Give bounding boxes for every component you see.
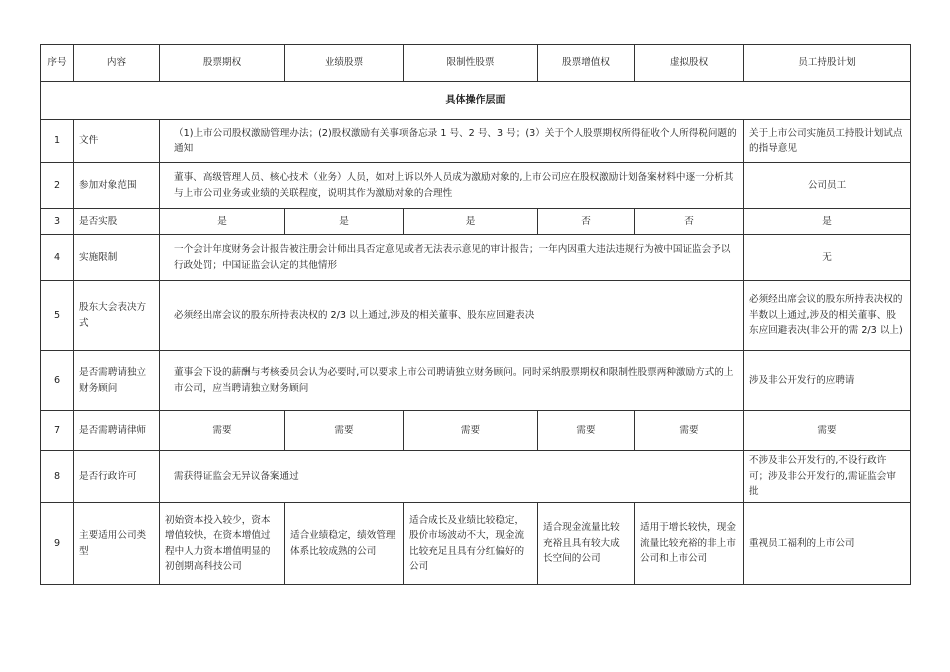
- header-stock-appreciation-rights: 股票增值权: [538, 45, 635, 82]
- header-no: 序号: [41, 45, 74, 82]
- esop-cell: 涉及非公开发行的应聘请: [744, 351, 911, 411]
- row-label: 参加对象范围: [74, 163, 160, 209]
- value-cell: 初始资本投入较少，资本增值较快，在资本增值过程中人力资本增值明显的初创期高科技公司: [160, 503, 285, 585]
- row-label: 主要适用公司类型: [74, 503, 160, 585]
- section-row: [41, 82, 911, 120]
- value-cell: 是: [285, 209, 404, 235]
- esop-cell: 必须经出席会议的股东所持表决权的半数以上通过,涉及的相关董事、股东应回避表决(非公开的需 2/3 以上): [744, 281, 911, 351]
- value-cell: 是: [744, 209, 911, 235]
- table-row: [41, 209, 911, 235]
- header-restricted-stock: 限制性股票: [404, 45, 538, 82]
- table-row: [41, 235, 911, 281]
- esop-cell: 公司员工: [744, 163, 911, 209]
- row-number: 4: [41, 235, 74, 281]
- table-row: [41, 163, 911, 209]
- table-row: [41, 281, 911, 351]
- value-cell: 需要: [285, 411, 404, 451]
- esop-cell: 关于上市公司实施员工持股计划试点的指导意见: [744, 120, 911, 163]
- value-cell: 是: [404, 209, 538, 235]
- table-row: [41, 120, 911, 163]
- row-label: 是否需聘请独立财务顾问: [74, 351, 160, 411]
- merged-cell: 需获得证监会无异议备案通过: [160, 451, 744, 503]
- table-row: [41, 411, 911, 451]
- section-title: 具体操作层面: [41, 82, 911, 120]
- row-number: 2: [41, 163, 74, 209]
- value-cell: 适合业绩稳定，绩效管理体系比较成熟的公司: [285, 503, 404, 585]
- row-label: 股东大会表决方式: [74, 281, 160, 351]
- merged-cell: （1)上市公司股权激励管理办法；(2)股权激励有关事项备忘录 1 号、2 号、3 号；(3）关于个人股票期权所得征收个人所得税问题的通知: [160, 120, 744, 163]
- header-esop: 员工持股计划: [744, 45, 911, 82]
- value-cell: 适合现金流量比较充裕且具有较大成长空间的公司: [538, 503, 635, 585]
- esop-cell: 不涉及非公开发行的,不设行政许可；涉及非公开发行的,需证监会审批: [744, 451, 911, 503]
- value-cell: 需要: [538, 411, 635, 451]
- row-number: 7: [41, 411, 74, 451]
- row-number: 3: [41, 209, 74, 235]
- row-label: 实施限制: [74, 235, 160, 281]
- row-label: 是否行政许可: [74, 451, 160, 503]
- value-cell: 需要: [160, 411, 285, 451]
- value-cell: 需要: [744, 411, 911, 451]
- header-performance-shares: 业绩股票: [285, 45, 404, 82]
- value-cell: 适用于增长较快，现金流量比较充裕的非上市公司和上市公司: [635, 503, 744, 585]
- header-virtual-equity: 虚拟股权: [635, 45, 744, 82]
- row-label: 是否实股: [74, 209, 160, 235]
- merged-cell: 必须经出席会议的股东所持表决权的 2/3 以上通过,涉及的相关董事、股东应回避表决: [160, 281, 744, 351]
- merged-cell: 董事会下设的薪酬与考核委员会认为必要时,可以要求上市公司聘请独立财务顾问。同时采纳股票期权和限制性股票两种激励方式的上市公司，应当聘请独立财务顾问: [160, 351, 744, 411]
- row-number: 1: [41, 120, 74, 163]
- table-row: [41, 503, 911, 585]
- merged-cell: 董事、高级管理人员、核心技术（业务）人员，如对上诉以外人员成为激励对象的,上市公司应在股权激励计划备案材料中逐一分析其与上市公司业务或业绩的关联程度，说明其作为激励对象的合理性: [160, 163, 744, 209]
- row-label: 是否需聘请律师: [74, 411, 160, 451]
- value-cell: 需要: [404, 411, 538, 451]
- row-label: 文件: [74, 120, 160, 163]
- row-number: 5: [41, 281, 74, 351]
- table-row: [41, 351, 911, 411]
- row-number: 8: [41, 451, 74, 503]
- value-cell: 否: [635, 209, 744, 235]
- value-cell: 重视员工福利的上市公司: [744, 503, 911, 585]
- equity-incentive-table: [40, 44, 911, 585]
- esop-cell: 无: [744, 235, 911, 281]
- value-cell: 是: [160, 209, 285, 235]
- value-cell: 适合成长及业绩比较稳定，股价市场波动不大，现金流比较充足且具有分红偏好的公司: [404, 503, 538, 585]
- row-number: 6: [41, 351, 74, 411]
- value-cell: 需要: [635, 411, 744, 451]
- header-row: [41, 45, 911, 82]
- row-number: 9: [41, 503, 74, 585]
- table-row: [41, 451, 911, 503]
- value-cell: 否: [538, 209, 635, 235]
- header-content: 内容: [74, 45, 160, 82]
- header-stock-options: 股票期权: [160, 45, 285, 82]
- merged-cell: 一个会计年度财务会计报告被注册会计师出具否定意见或者无法表示意见的审计报告；一年内因重大违法违规行为被中国证监会予以行政处罚；中国证监会认定的其他情形: [160, 235, 744, 281]
